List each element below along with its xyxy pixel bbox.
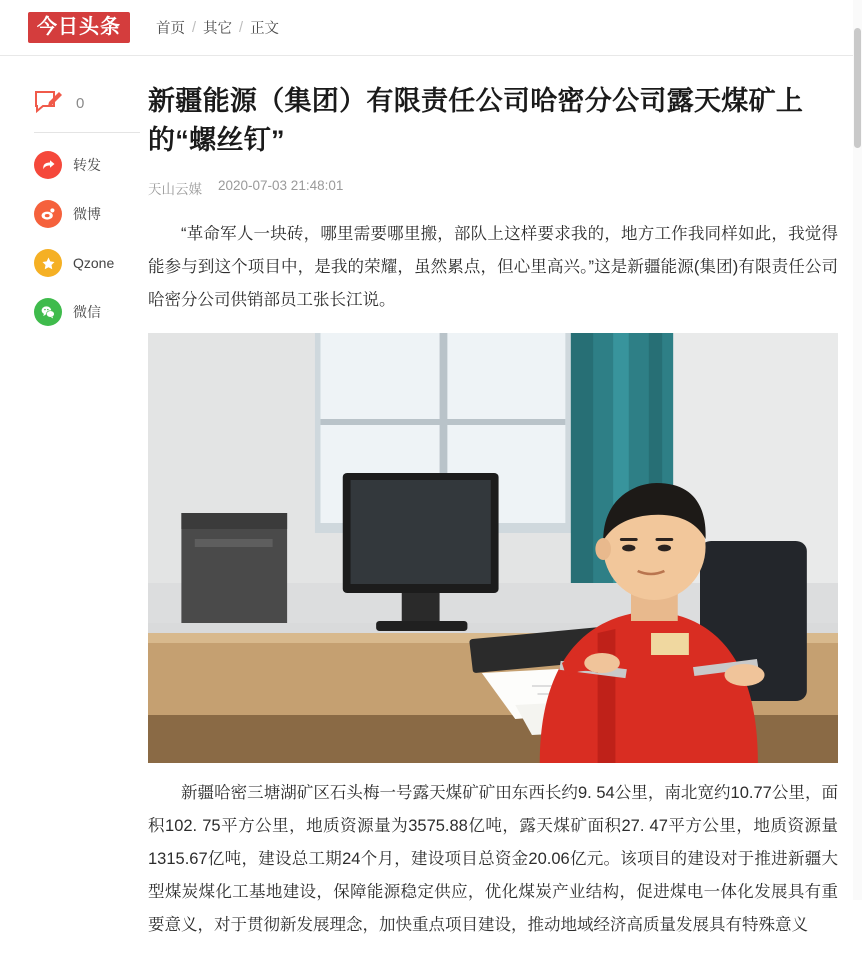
site-header (0, 0, 862, 56)
breadcrumb-item-category[interactable]: 其它 (203, 21, 233, 37)
comment-edit-icon[interactable] (34, 90, 64, 116)
comment-count: 0 (76, 94, 85, 112)
article-source: 天山云媒 (148, 182, 202, 198)
share-item-weibo[interactable] (34, 200, 148, 228)
article-meta (148, 178, 838, 198)
wechat-icon[interactable] (34, 298, 62, 326)
article-paragraph-1: “革命军人一块砖，哪里需要哪里搬，部队上这样要求我的，地方工作我同样如此，我觉得能参与到这个项目中，是我的荣耀，虽然累点，但心里高兴。”这是新疆能源(集团)有限责任公司哈密分公司供销部员工张长江说。 (148, 225, 838, 310)
article-datetime: 2020-07-03 21:48:01 (218, 178, 344, 194)
comment-row[interactable] (34, 90, 148, 116)
sidebar-divider (34, 132, 140, 133)
forward-icon[interactable] (34, 151, 62, 179)
share-label-forward: 转发 (73, 157, 101, 173)
scrollbar-thumb[interactable] (854, 28, 861, 148)
weibo-icon[interactable] (34, 200, 62, 228)
breadcrumb (156, 17, 279, 38)
share-label-weibo: 微博 (73, 206, 101, 222)
page-body (0, 56, 862, 958)
page-title: 新疆能源（集团）有限责任公司哈密分公司露天煤矿上的“螺丝钉” (148, 86, 804, 156)
breadcrumb-item-current: 正文 (250, 21, 280, 37)
article-photo (148, 333, 838, 763)
share-sidebar (0, 62, 148, 958)
site-logo[interactable]: 今日头条 (28, 12, 130, 43)
share-item-qzone[interactable] (34, 249, 148, 277)
article-paragraph-2: 新疆哈密三塘湖矿区石头梅一号露天煤矿矿田东西长约9. 54公里，南北宽约10.77公里，面积102. 75平方公里，地质资源量为3575.88亿吨，露天煤矿面积27. 47平方公里，地质资源量1315.67亿吨，建设总工期24个月，建设项目总资金20.06亿元。该项目的建设对于推进新疆大型煤炭煤化工基地建设，保障能源稳定供应，优化煤炭产业结构，促进煤电一体化发展具有重要意义，对于贯彻新发展理念，加快重点项目建设，推动地域经济高质量发展具有特殊意义 (148, 784, 838, 935)
article-content (148, 62, 862, 958)
qzone-star-icon[interactable] (34, 249, 62, 277)
article-figure (148, 333, 838, 763)
share-item-wechat[interactable] (34, 298, 148, 326)
share-label-qzone: Qzone (73, 255, 115, 271)
breadcrumb-separator: / (192, 19, 197, 36)
breadcrumb-separator: / (239, 19, 244, 36)
breadcrumb-item-home[interactable]: 首页 (156, 21, 185, 37)
page-scrollbar[interactable] (853, 0, 862, 900)
share-label-wechat: 微信 (73, 304, 101, 320)
share-item-forward[interactable] (34, 151, 148, 179)
